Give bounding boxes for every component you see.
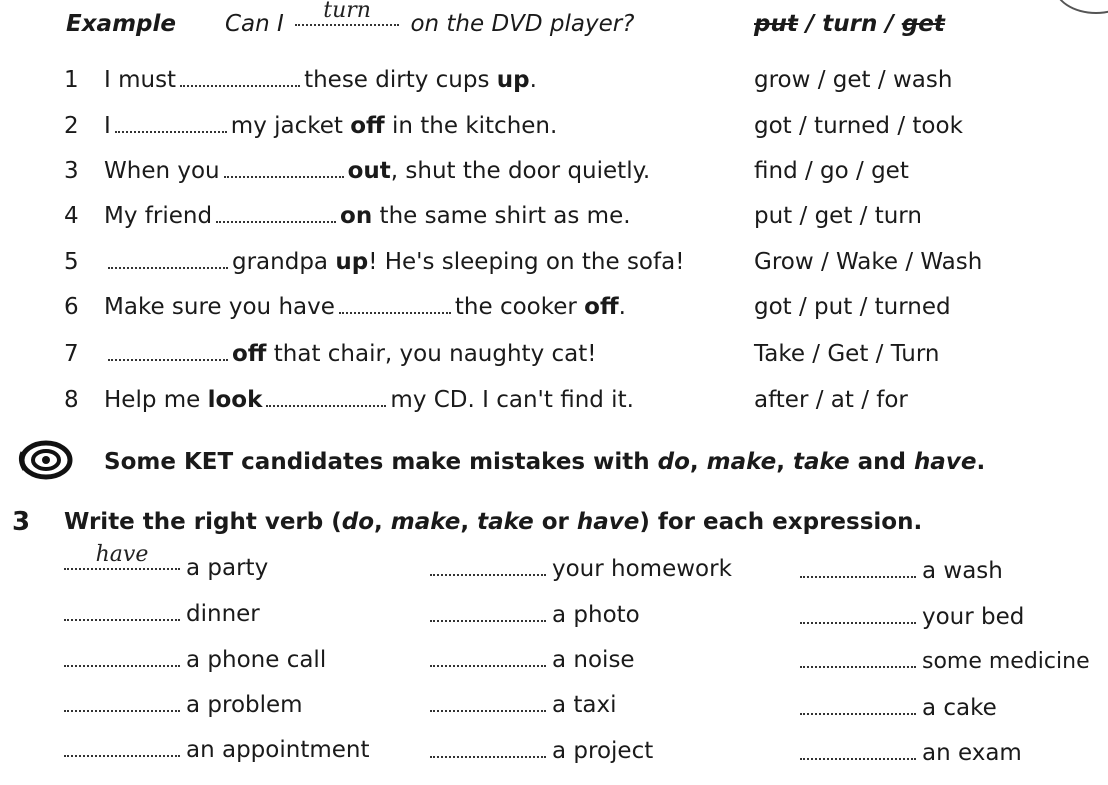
expression-item: a problem — [64, 687, 303, 723]
expression-item: some medicine — [800, 644, 1090, 680]
answer-blank[interactable] — [430, 556, 546, 576]
example-answer-blank — [295, 0, 399, 26]
section-instruction: Write the right verb (do, make, take or have) for each expression. — [64, 509, 923, 535]
answer-blank[interactable] — [430, 692, 546, 712]
exercise-item — [0, 108, 1108, 144]
expression-item: an exam — [800, 735, 1022, 771]
example-options: put / turn / get — [754, 11, 945, 37]
exam-tip-icon — [14, 438, 74, 482]
answer-blank[interactable] — [800, 695, 916, 715]
answer-blank[interactable] — [216, 203, 336, 223]
answer-blank[interactable] — [64, 647, 180, 667]
item-sentence: I must these dirty cups up. — [104, 67, 537, 93]
expression-item: a wash — [800, 553, 1003, 589]
answer-blank[interactable] — [430, 647, 546, 667]
item-sentence: grandpa up! He's sleeping on the sofa! — [104, 244, 684, 280]
expression-item: a phone call — [64, 642, 326, 678]
exam-tip-text: Some KET candidates make mistakes with do, make, take and have. — [104, 449, 986, 475]
item-options: find / go / get — [754, 158, 909, 184]
item-number: 1 — [64, 67, 79, 93]
answer-blank[interactable] — [64, 542, 180, 570]
expression-item: a project — [430, 733, 653, 769]
expression-item: an appointment — [64, 732, 369, 768]
exercise-item — [0, 336, 1108, 372]
answer-blank[interactable] — [108, 249, 228, 269]
answer-blank[interactable] — [800, 648, 916, 668]
item-options: Grow / Wake / Wash — [754, 249, 983, 275]
item-sentence: Help me look my CD. I can't find it. — [104, 387, 634, 413]
expression-item: a photo — [430, 597, 640, 633]
example-sentence: Can I turn on the DVD player? — [225, 0, 635, 37]
answer-handwritten: have — [95, 542, 149, 567]
item-number: 3 — [64, 158, 79, 184]
example-answer: turn — [323, 0, 371, 23]
item-sentence: When you out, shut the door quietly. — [104, 158, 651, 184]
item-number: 5 — [64, 249, 79, 275]
item-number: 4 — [64, 203, 79, 229]
item-number: 2 — [64, 113, 79, 139]
expression-item: your homework — [430, 551, 732, 587]
item-number: 6 — [64, 294, 79, 320]
answer-blank[interactable] — [115, 113, 227, 133]
item-options: Take / Get / Turn — [754, 341, 940, 367]
example-label: Example — [66, 11, 176, 37]
expression-item: your bed — [800, 599, 1024, 635]
section-number: 3 — [12, 507, 31, 537]
item-options: grow / get / wash — [754, 67, 953, 93]
item-sentence: Make sure you have the cooker off. — [104, 294, 626, 320]
item-options: after / at / for — [754, 387, 908, 413]
expression-item: havea party — [64, 550, 268, 586]
item-sentence: I my jacket off in the kitchen. — [104, 113, 558, 139]
answer-blank[interactable] — [64, 692, 180, 712]
answer-blank[interactable] — [800, 558, 916, 578]
answer-blank[interactable] — [430, 738, 546, 758]
answer-blank[interactable] — [800, 604, 916, 624]
expression-item: a taxi — [430, 687, 617, 723]
answer-blank[interactable] — [430, 602, 546, 622]
item-sentence: My friend on the same shirt as me. — [104, 203, 631, 229]
exercise-item — [0, 62, 1108, 98]
answer-blank[interactable] — [800, 740, 916, 760]
answer-blank[interactable] — [64, 737, 180, 757]
expression-item: a noise — [430, 642, 635, 678]
item-options: got / turned / took — [754, 113, 963, 139]
item-sentence: off that chair, you naughty cat! — [104, 336, 596, 372]
exercise-item — [0, 198, 1108, 234]
example-row — [0, 0, 1108, 42]
item-options: put / get / turn — [754, 203, 922, 229]
answer-blank[interactable] — [266, 387, 386, 407]
answer-blank[interactable] — [339, 294, 451, 314]
exercise-item — [0, 289, 1108, 325]
item-number: 8 — [64, 387, 79, 413]
item-number: 7 — [64, 341, 79, 367]
exercise-item — [0, 244, 1108, 280]
answer-blank[interactable] — [64, 601, 180, 621]
answer-blank[interactable] — [108, 341, 228, 361]
answer-blank[interactable] — [224, 158, 344, 178]
exercise-item — [0, 153, 1108, 189]
item-options: got / put / turned — [754, 294, 951, 320]
exercise-item — [0, 382, 1108, 418]
answer-blank[interactable] — [180, 67, 300, 87]
expression-item: dinner — [64, 596, 260, 632]
expression-item: a cake — [800, 690, 997, 726]
